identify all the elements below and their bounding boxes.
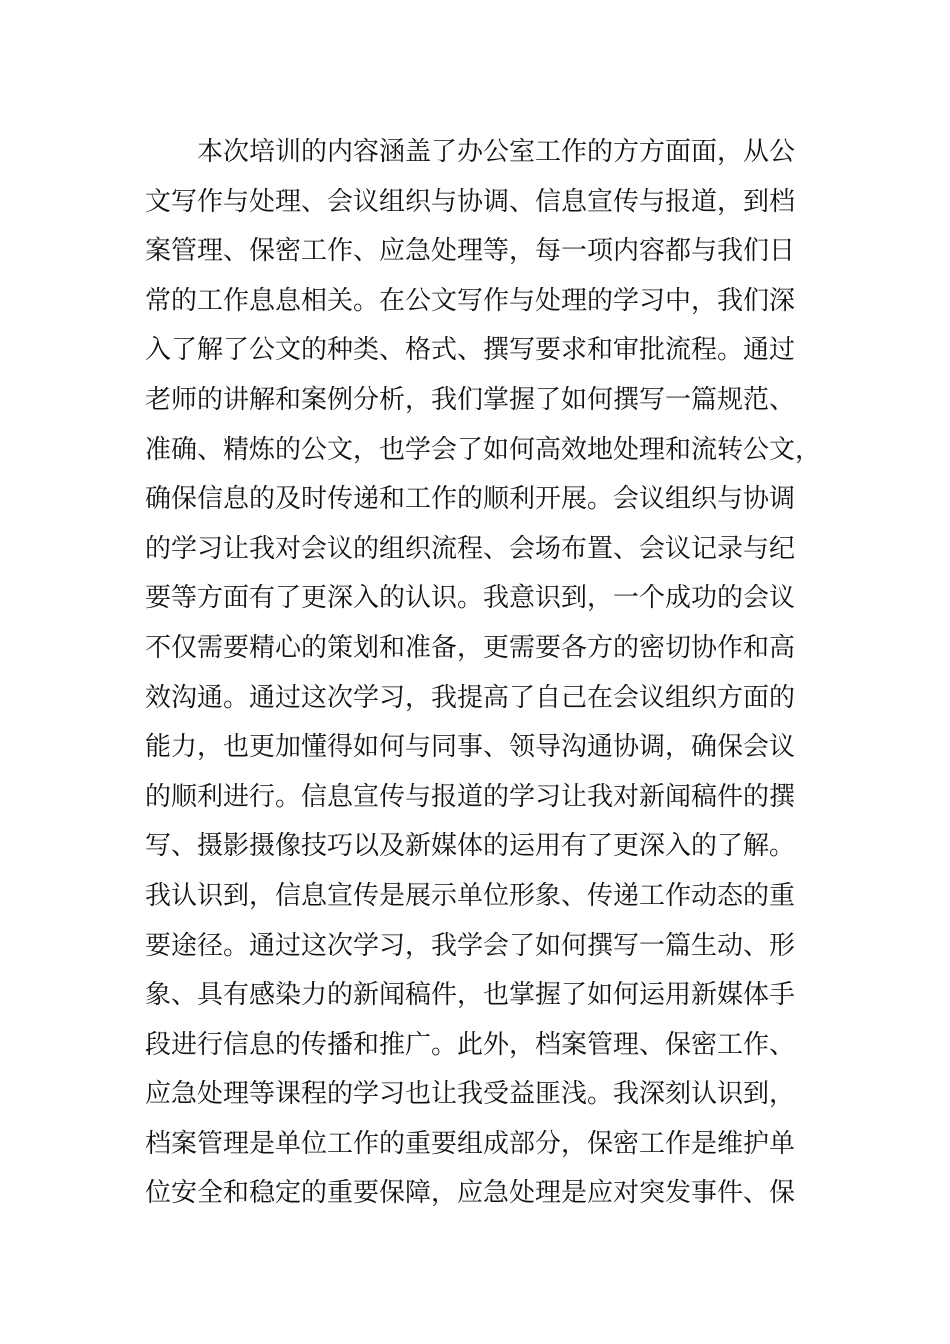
text-line: 常的工作息息相关。在公文写作与处理的学习中，我们深 <box>145 285 796 316</box>
text-line: 要途径。通过这次学习，我学会了如何撰写一篇生动、形 <box>145 930 796 961</box>
text-line: 老师的讲解和案例分析，我们掌握了如何撰写一篇规范、 <box>145 384 796 415</box>
text-line: 要等方面有了更深入的认识。我意识到，一个成功的会议 <box>145 583 796 614</box>
text-line: 不仅需要精心的策划和准备，更需要各方的密切协作和高 <box>145 632 796 663</box>
paragraph <box>145 128 822 1219</box>
text-line: 段进行信息的传播和推广。此外，档案管理、保密工作、 <box>145 1029 796 1060</box>
text-line: 档案管理是单位工作的重要组成部分，保密工作是维护单 <box>145 1128 796 1159</box>
text-line: 的顺利进行。信息宣传与报道的学习让我对新闻稿件的撰 <box>145 781 796 812</box>
text-line: 案管理、保密工作、应急处理等，每一项内容都与我们日 <box>145 236 796 267</box>
text-line: 文写作与处理、会议组织与协调、信息宣传与报道，到档 <box>145 186 796 217</box>
text-line: 写、摄影摄像技巧以及新媒体的运用有了更深入的了解。 <box>145 831 796 862</box>
text-line: 应急处理等课程的学习也让我受益匪浅。我深刻认识到， <box>145 1079 796 1110</box>
text-line: 我认识到，信息宣传是展示单位形象、传递工作动态的重 <box>145 880 796 911</box>
text-line: 的学习让我对会议的组织流程、会场布置、会议记录与纪 <box>145 533 796 564</box>
text-line: 象、具有感染力的新闻稿件，也掌握了如何运用新媒体手 <box>145 980 796 1011</box>
text-line: 入了解了公文的种类、格式、撰写要求和审批流程。通过 <box>145 335 796 366</box>
text-line: 准确、精炼的公文，也学会了如何高效地处理和流转公文， <box>145 434 822 465</box>
text-line: 本次培训的内容涵盖了办公室工作的方方面面，从公 <box>197 137 796 167</box>
text-line: 确保信息的及时传递和工作的顺利开展。会议组织与协调 <box>145 484 796 515</box>
text-line: 效沟通。通过这次学习，我提高了自己在会议组织方面的 <box>145 682 796 713</box>
text-line: 能力，也更加懂得如何与同事、领导沟通协调，确保会议 <box>145 732 796 763</box>
text-line: 位安全和稳定的重要保障，应急处理是应对突发事件、保 <box>145 1178 796 1209</box>
